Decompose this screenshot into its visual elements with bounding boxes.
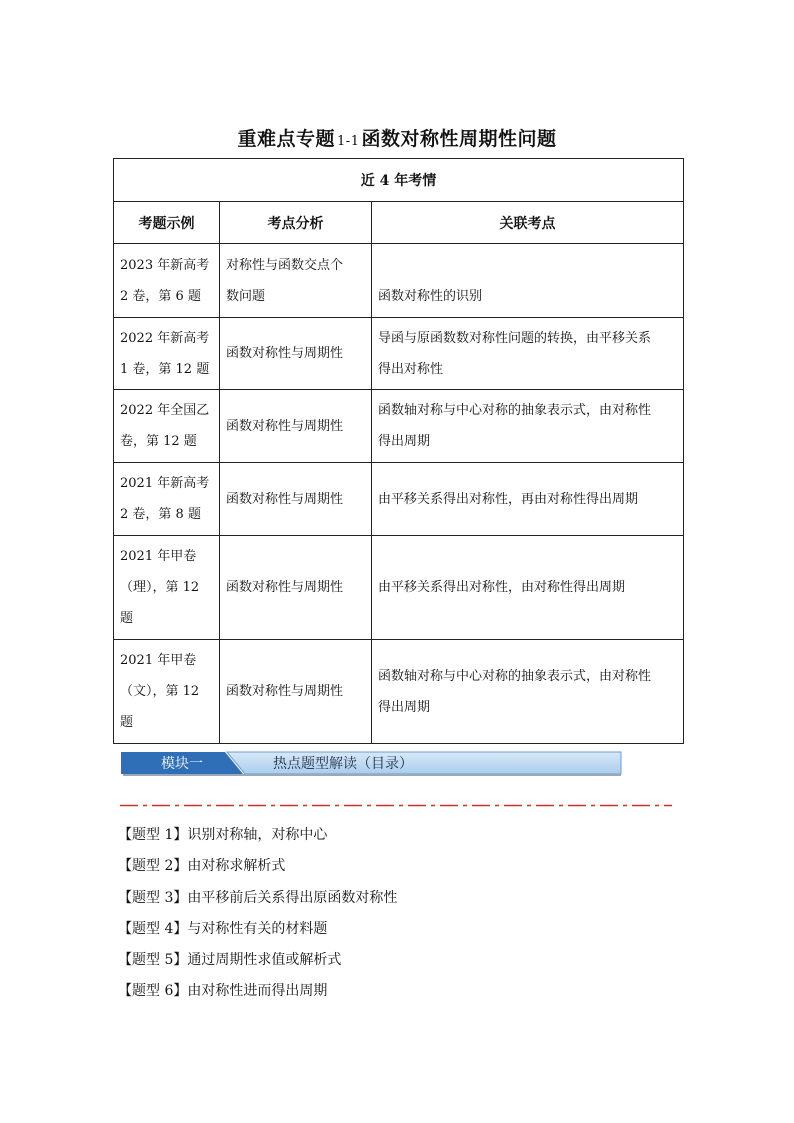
list-item: 【题型 4】与对称性有关的材料题 [118,920,328,937]
table-row [114,536,684,640]
cell-related: 导函与原函数数对称性问题的转换，由平移关系 得出对称性 [372,318,684,390]
header-analysis: 考点分析 [220,202,372,244]
cell-example: 2021 年甲卷 （文），第 12 题 [114,640,220,744]
cell-related: 由平移关系得出对称性，再由对称性得出周期 [372,463,684,536]
table-row [114,390,684,463]
cell-analysis: 函数对称性与周期性 [220,536,372,640]
header-example: 考题示例 [114,202,220,244]
list-item: 【题型 6】由对称性进而得出周期 [118,983,328,1000]
list-item: 【题型 2】由对称求解析式 [118,858,286,875]
cell-analysis: 对称性与函数交点个 数问题 [220,244,372,318]
header-related: 关联考点 [372,202,684,244]
table-row [114,318,684,390]
question-type-list [118,824,397,1012]
banner-label-text: 热点题型解读（目录） [273,756,413,772]
section-divider [120,804,672,807]
cell-related: 函数轴对称与中心对称的抽象表示式，由对称性 得出周期 [372,390,684,463]
cell-analysis: 函数对称性与周期性 [220,318,372,390]
cell-example: 2021 年甲卷 （理），第 12 题 [114,536,220,640]
cell-example: 2023 年新高考 2 卷，第 6 题 [114,244,220,318]
cell-analysis: 函数对称性与周期性 [220,390,372,463]
exam-analysis-table [113,158,684,744]
cell-related: 由平移关系得出对称性，由对称性得出周期 [372,536,684,640]
table-caption: 近 4 年考情 [114,159,684,202]
title-suffix: 函数对称性周期性问题 [361,128,557,150]
cell-analysis: 函数对称性与周期性 [220,463,372,536]
cell-related: 函数对称性的识别 [372,244,684,318]
banner-module-text: 模块一 [161,756,203,772]
table-row [114,640,684,744]
list-item: 【题型 3】由平移前后关系得出原函数对称性 [118,889,398,906]
list-item: 【题型 5】通过周期性求值或解析式 [118,952,342,969]
table-row [114,463,684,536]
cell-related: 函数轴对称与中心对称的抽象表示式，由对称性 得出周期 [372,640,684,744]
module-banner [121,750,624,778]
cell-example: 2022 年新高考 1 卷，第 12 题 [114,318,220,390]
cell-example: 2021 年新高考 2 卷，第 8 题 [114,463,220,536]
table-row [114,244,684,318]
cell-example: 2022 年全国乙 卷，第 12 题 [114,390,220,463]
title-number: 1-1 [337,134,360,149]
list-item: 【题型 1】识别对称轴，对称中心 [118,827,328,843]
cell-analysis: 函数对称性与周期性 [220,640,372,744]
page-title [0,124,794,151]
title-prefix: 重难点专题 [237,128,336,150]
